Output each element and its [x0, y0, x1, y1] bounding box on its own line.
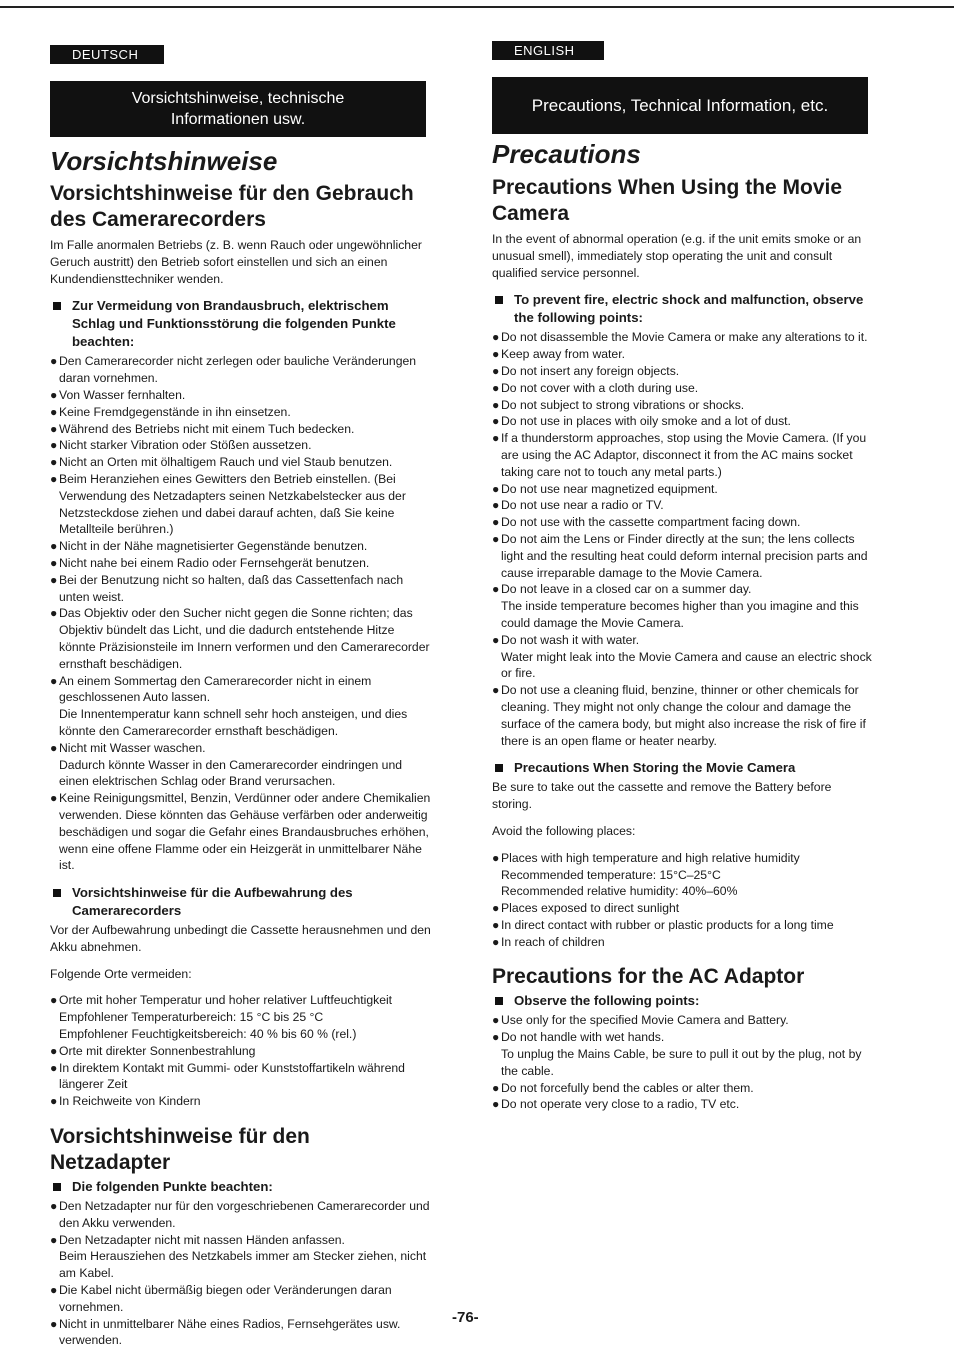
- list-item: ● An einem Sommertag den Camerarecorder nicht in einem geschlossenen Auto lassen. Die Innentemperatur kann schnell sehr hoch ansteigen, und dies könnte den Camerarecorder ernsthaft beschädigen.: [50, 673, 432, 740]
- square-bullet-icon: [53, 1183, 61, 1191]
- list-item: ● Do not insert any foreign objects.: [492, 363, 680, 378]
- list-item: ● Nicht an Orten mit ölhaltigem Rauch und viel Staub benutzen.: [50, 455, 393, 470]
- list-item: ● Den Netzadapter nur für den vorgeschriebenen Camerarecorder und den Akku verwenden.: [50, 1199, 430, 1230]
- list-item: ● Do not leave in a closed car on a summer day. The inside temperature becomes higher than you imagine and this could damage the Movie Camera.: [492, 581, 874, 631]
- list-item: ● Do not forcefully bend the cables or alter them.: [492, 1080, 754, 1095]
- list-item: ● In direct contact with rubber or plastic products for a long time: [492, 917, 834, 932]
- content-deutsch: [50, 181, 432, 1349]
- list-item-note: To unplug the Mains Cable, be sure to pull it out by the plug, not by the cable.: [501, 1047, 862, 1078]
- list-item: ● Do not subject to strong vibrations or shocks.: [492, 397, 745, 412]
- heading-usage-deutsch: Vorsichtshinweise für den Gebrauch des Camerarecorders: [50, 182, 414, 231]
- list-item: ● Do not use near a radio or TV.: [492, 498, 664, 513]
- square-bullet-icon: [495, 997, 503, 1005]
- heading-usage-english: Precautions When Using the Movie Camera: [492, 176, 843, 225]
- intro-storage-english: Be sure to take out the cassette and remove the Battery before storing.: [492, 780, 832, 812]
- list-item-note: Dadurch könnte Wasser in den Camerarecorder eindringen und einen elektrischen Schlag oder Brand verursachen.: [59, 757, 403, 789]
- list-item-note: Water might leak into the Movie Camera and cause an electric shock or fire.: [501, 649, 872, 681]
- lang-label-english: ENGLISH: [492, 41, 604, 60]
- square-bullet-icon: [53, 302, 61, 310]
- list-item: ● Do not operate very close to a radio, TV etc.: [492, 1097, 740, 1112]
- list-item: ● Do not use near magnetized equipment.: [492, 481, 718, 496]
- subheading-storage-deutsch: Vorsichtshinweise für die Aufbewahrung des Camerarecorders: [50, 884, 432, 920]
- list-item: ● Das Objektiv oder den Sucher nicht gegen die Sonne richten; das Objektiv bündelt das Licht, und die dadurch entstehende Hitze könnte Präzisionsteile im Innern verformen und den Camerarecorder ernsthaft beschädigen.: [50, 606, 430, 671]
- list-item: ● Von Wasser fernhalten.: [50, 387, 186, 402]
- list-item: ● Nicht nahe bei einem Radio oder Fernsehgerät benutzen.: [50, 555, 370, 570]
- subheading-prevent-deutsch: Zur Vermeidung von Brandausbruch, elektrischem Schlag und Funktionsstörung die folgenden Punkte beachten:: [50, 297, 432, 351]
- list-item: ● Do not use a cleaning fluid, benzine, thinner or other chemicals for cleaning. They might not only change the colour and damage the surface of the camera body, but might also increase the risk of fire if there is an open flame or heater nearby.: [492, 683, 866, 748]
- list-item: ● Do not wash it with water. Water might leak into the Movie Camera and cause an electric shock or fire.: [492, 632, 874, 682]
- intro-usage-deutsch: Im Falle anormalen Betriebs (z. B. wenn Rauch oder ungewöhnlicher Geruch austritt) den Betrieb sofort einstellen und sich an einen Kundendiensttechniker wenden.: [50, 238, 422, 286]
- list-item: ● Do not use in places with oily smoke and a lot of dust.: [492, 414, 791, 429]
- list-item: ● Bei der Benutzung nicht so halten, daß das Cassettenfach nach unten weist.: [50, 572, 404, 604]
- avoid-label-english: Avoid the following places:: [492, 823, 636, 838]
- list-item: ● Do not handle with wet hands. To unplug the Mains Cable, be sure to pull it out by the plug, not by the cable.: [492, 1029, 874, 1079]
- avoid-label-deutsch: Folgende Orte vermeiden:: [50, 966, 192, 981]
- list-item: ● In Reichweite von Kindern: [50, 1094, 201, 1109]
- list-item: ● If a thunderstorm approaches, stop using the Movie Camera. (If you are using the AC Adaptor, disconnect it from the AC mains socket taking care not to touch any metal parts.): [492, 431, 867, 479]
- list-item: ● Keine Reinigungsmittel, Benzin, Verdünner oder andere Chemikalien verwenden. Diese könnten das Gehäuse verfärben oder anderweitig beschädigen und sogar die Gefahr eines Brandausbruches erhöhen, wenn eine offene Flamme oder ein Heizgerät in unmittelbarer Nähe ist.: [50, 791, 431, 873]
- square-bullet-icon: [53, 889, 61, 897]
- list-item: ● Den Camerarecorder nicht zerlegen oder bauliche Veränderungen daran vornehmen.: [50, 354, 417, 386]
- list-item: ● Do not use with the cassette compartment facing down.: [492, 515, 801, 530]
- subheading-prevent-english: To prevent fire, electric shock and malfunction, observe the following points:: [492, 291, 874, 327]
- list-item: ● Places exposed to direct sunlight: [492, 901, 680, 916]
- banner-text: Precautions, Technical Information, etc.: [531, 96, 829, 115]
- page-title-english: Precautions: [492, 139, 641, 169]
- list-item: ● Nicht starker Vibration oder Stößen aussetzen.: [50, 438, 312, 453]
- list-item-note: Die Innentemperatur kann schnell sehr hoch ansteigen, und dies könnte den Camerarecorder ernsthaft beschädigen.: [59, 707, 408, 738]
- list-item: ● Keep away from water.: [492, 347, 625, 362]
- heading-adaptor-deutsch: Vorsichtshinweise für den Netzadapter: [50, 1125, 310, 1175]
- list-adaptor-deutsch: [50, 1198, 432, 1349]
- list-item: ● Die Kabel nicht übermäßig biegen oder Veränderungen daran vornehmen.: [50, 1283, 392, 1314]
- content-english: [492, 175, 874, 1113]
- subheading-adaptor-deutsch: Die folgenden Punkte beachten:: [50, 1178, 432, 1196]
- list-item: ● Während des Betriebs nicht mit einem Tuch bedecken.: [50, 421, 355, 436]
- list-item-note: Beim Herausziehen des Netzkabels immer am Stecker ziehen, nicht am Kabel.: [59, 1249, 427, 1281]
- intro-usage-english: In the event of abnormal operation (e.g. if the unit emits smoke or an unusual smell), immediately stop operating the unit and consult qualified service personnel.: [492, 232, 862, 280]
- section-banner-deutsch: [50, 81, 426, 137]
- list-item: ● Nicht in unmittelbarer Nähe eines Radios, Fernsehgerätes usw. verwenden.: [50, 1316, 401, 1348]
- list-item: ● In reach of children: [492, 934, 605, 949]
- list-storage-english: [492, 850, 874, 951]
- subheading-storage-english: Precautions When Storing the Movie Camera: [492, 759, 874, 777]
- list-adaptor-english: [492, 1012, 874, 1113]
- top-rule: [0, 6, 954, 8]
- recommended-humidity: Empfohlener Feuchtigkeitsbereich: 40 % bis 60 % (rel.): [59, 1027, 357, 1042]
- list-storage-deutsch: [50, 992, 432, 1110]
- list-item-note: The inside temperature becomes higher than you imagine and this could damage the Movie Camera.: [501, 599, 859, 630]
- list-item: ● Do not cover with a cloth during use.: [492, 380, 699, 395]
- list-item: ● Orte mit hoher Temperatur und hoher relativer Luftfeuchtigkeit Empfohlener Temperaturbereich: 15 °C bis 25 °C Empfohlener Feuchtigkeitsbereich: 40 % bis 60 % (rel.): [50, 992, 432, 1042]
- list-item: ● Keine Fremdgegenstände in ihn einsetzen.: [50, 404, 291, 419]
- subheading-adaptor-english: Observe the following points:: [492, 992, 874, 1010]
- heading-adaptor-english: Precautions for the AC Adaptor: [492, 965, 805, 989]
- list-item: ● In direktem Kontakt mit Gummi- oder Kunststoffartikeln während längerer Zeit: [50, 1060, 405, 1092]
- list-prevent-deutsch: [50, 353, 432, 874]
- page-number: -76-: [452, 1309, 479, 1326]
- list-item: ● Places with high temperature and high relative humidity Recommended temperature: 15°C–25°C Recommended relative humidity: 40%–60%: [492, 850, 874, 900]
- page-title-deutsch: Vorsichtshinweise: [50, 146, 278, 176]
- list-item: ● Nicht mit Wasser waschen. Dadurch könnte Wasser in den Camerarecorder eindringen und einen elektrischen Schlag oder Brand verursachen.: [50, 740, 432, 790]
- banner-line1: Vorsichtshinweise, technische: [131, 90, 345, 107]
- square-bullet-icon: [495, 764, 503, 772]
- recommended-temperature: Recommended temperature: 15°C–25°C: [501, 867, 721, 882]
- list-item: ● Do not disassemble the Movie Camera or make any alterations to it.: [492, 330, 868, 345]
- list-item: ● Do not aim the Lens or Finder directly at the sun; the lens collects light and the resulting heat could deform internal precision parts and cause irreparable damage to the Movie Camera.: [492, 531, 868, 580]
- list-item: ● Beim Heranziehen eines Gewitters den Betrieb einstellen. (Bei Verwendung des Netzadapters seinen Netzkabelstecker aus der Netzsteckdose ziehen und dabei darauf achten, daß Sie keine Metallteile berühren.): [50, 471, 406, 537]
- square-bullet-icon: [495, 296, 503, 304]
- banner-line2: Informationen usw.: [170, 111, 306, 128]
- intro-storage-deutsch: Vor der Aufbewahrung unbedingt die Cassette herausnehmen und den Akku abnehmen.: [50, 923, 431, 954]
- section-banner-english: [492, 77, 868, 134]
- list-prevent-english: [492, 329, 874, 749]
- list-item: ● Orte mit direkter Sonnenbestrahlung: [50, 1043, 256, 1058]
- list-item: ● Den Netzadapter nicht mit nassen Händen anfassen. Beim Herausziehen des Netzkabels immer am Stecker ziehen, nicht am Kabel.: [50, 1232, 432, 1282]
- recommended-humidity: Recommended relative humidity: 40%–60%: [501, 884, 738, 899]
- list-item: ● Use only for the specified Movie Camera and Battery.: [492, 1013, 789, 1028]
- recommended-temperature: Empfohlener Temperaturbereich: 15 °C bis 25 °C: [59, 1010, 324, 1025]
- lang-label-deutsch: DEUTSCH: [50, 45, 164, 64]
- list-item: ● Nicht in der Nähe magnetisierter Gegenstände benutzen.: [50, 539, 368, 554]
